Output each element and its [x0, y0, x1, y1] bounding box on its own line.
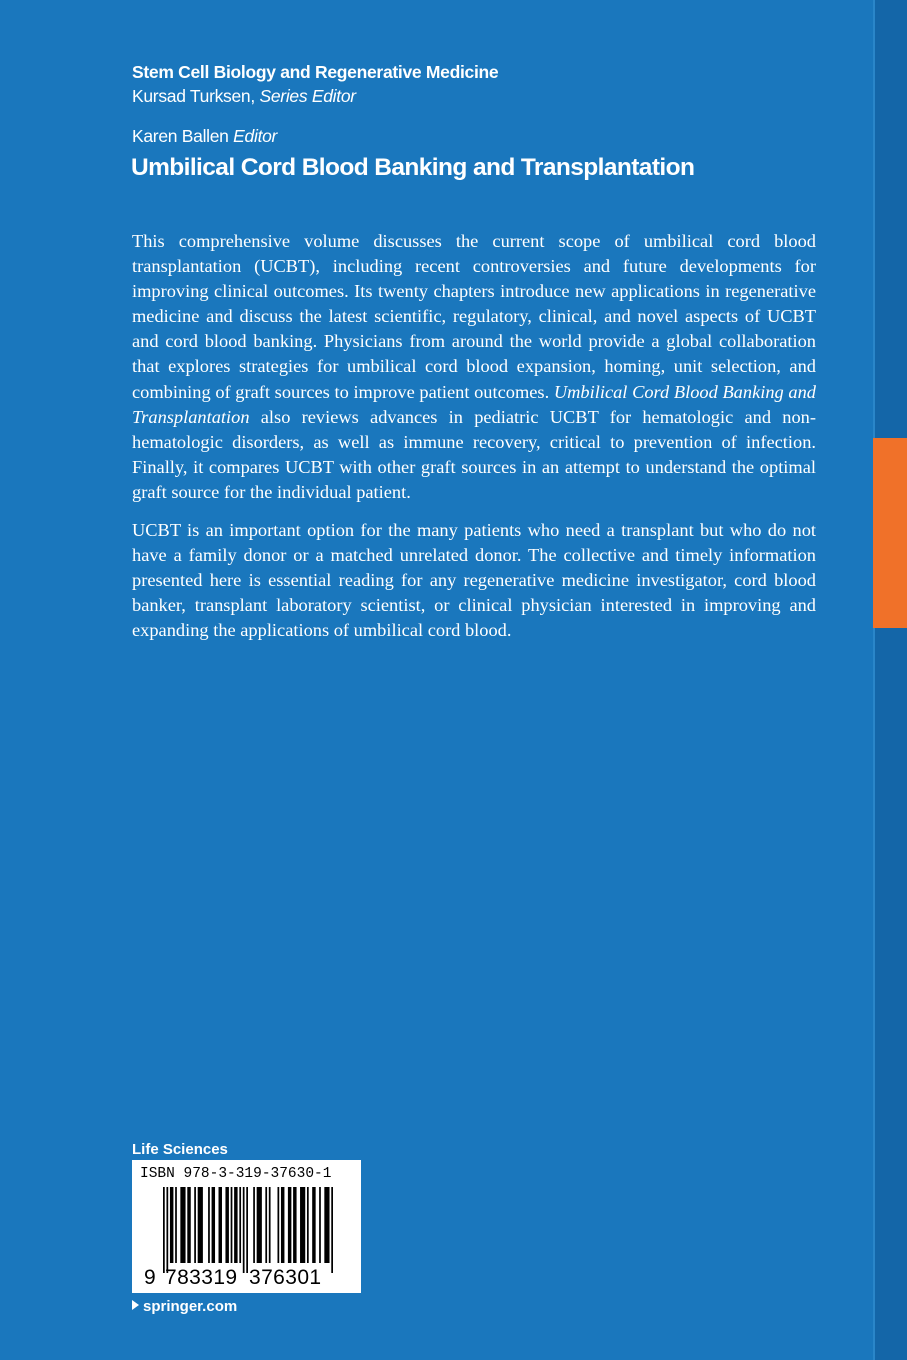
description — [132, 229, 816, 657]
barcode-bar — [331, 1187, 333, 1273]
series-editor-name: Kursad Turksen, — [132, 86, 255, 106]
category-label: Life Sciences — [132, 1141, 228, 1158]
series-editor-role: Series Editor — [259, 86, 356, 106]
barcode-bar — [288, 1187, 291, 1263]
barcode-bar — [198, 1187, 203, 1263]
isbn-barcode — [132, 1160, 361, 1293]
barcode-bar — [234, 1187, 237, 1263]
barcode-bar — [293, 1187, 296, 1263]
barcode-bar — [257, 1187, 262, 1263]
spine-edge — [873, 0, 875, 1360]
barcode-bar — [300, 1187, 305, 1263]
p1-text-start: This comprehensive volume discusses the current scope of umbilical cord blood transplantation (UCBT), including recent controversies and future developments for improving clinical outcomes. Its twenty chapters introduce new applications in regenerative medicine and discuss the latest scientific, regulatory, clinical, and novel aspects of UCBT and cord blood banking. Physicians from around the world provide a global collaboration that explores strategies for umbilical cord blood expansion, homing, unit selection, and combining of graft sources to improve patient outcomes. — [132, 231, 816, 402]
barcode-digits-right: 376301 — [249, 1266, 322, 1289]
book-editor — [132, 124, 277, 148]
barcode-bar — [170, 1187, 173, 1263]
series-title: Stem Cell Biology and Regenerative Medicine — [132, 62, 499, 82]
barcode-bar — [312, 1187, 315, 1263]
description-paragraph-1 — [132, 229, 816, 505]
p1-text-end: also reviews advances in pediatric UCBT for hematologic and non-hematologic disorders, as well as immune recovery, critical to prevention of infection. Finally, it compares UCBT with other graft sources in an attempt to understand the optimal graft source for the individual patient. — [132, 406, 816, 502]
barcode-bar — [243, 1187, 245, 1273]
barcode-bar — [163, 1187, 165, 1273]
barcode-lead-digit: 9 — [144, 1266, 157, 1289]
spine-strip — [873, 0, 907, 1360]
website-text: springer.com — [143, 1298, 238, 1315]
barcode-bar — [208, 1187, 210, 1263]
barcode-digits-left: 783319 — [165, 1266, 238, 1289]
barcode-bar — [180, 1187, 185, 1263]
barcode-bars — [163, 1187, 333, 1273]
barcode-bar — [212, 1187, 215, 1263]
barcode-bar — [231, 1187, 233, 1263]
arrow-right-icon — [132, 1300, 139, 1310]
barcode-bar — [277, 1187, 279, 1263]
barcode-bar — [281, 1187, 284, 1263]
barcode-bar — [166, 1187, 168, 1273]
barcode-bar — [219, 1187, 222, 1263]
barcode-bar — [175, 1187, 177, 1263]
book-editor-name: Karen Ballen — [132, 126, 229, 146]
book-editor-role: Editor — [233, 126, 278, 146]
barcode-bar — [319, 1187, 321, 1263]
barcode-bar — [187, 1187, 190, 1263]
description-paragraph-2: UCBT is an important option for the many patients who need a transplant but who do not have a family donor or a matched unrelated donor. The collective and timely information presented here is essential reading for any regenerative medicine investigator, cord blood banker, transplant laboratory scientist, or clinical physician interested in improving and expanding the applications of umbilical cord blood. — [132, 520, 816, 641]
barcode-bar — [269, 1187, 271, 1263]
series-header — [132, 60, 498, 108]
barcode-bar — [225, 1187, 228, 1263]
publisher-website[interactable] — [132, 1298, 237, 1316]
barcode-bar — [194, 1187, 196, 1263]
p1-italic-title: Umbilical Cord Blood Banking and Transplantation — [132, 381, 816, 427]
isbn-label: ISBN 978-3-319-37630-1 — [140, 1166, 332, 1182]
barcode-bar — [253, 1187, 255, 1263]
spine-accent-bar — [873, 438, 907, 628]
barcode-bar — [239, 1187, 241, 1263]
barcode-bar — [265, 1187, 267, 1263]
series-editor — [132, 84, 498, 108]
barcode-bar — [324, 1187, 329, 1263]
barcode-bar — [246, 1187, 248, 1273]
book-title: Umbilical Cord Blood Banking and Transplantation — [131, 154, 695, 181]
barcode-bar — [307, 1187, 309, 1263]
